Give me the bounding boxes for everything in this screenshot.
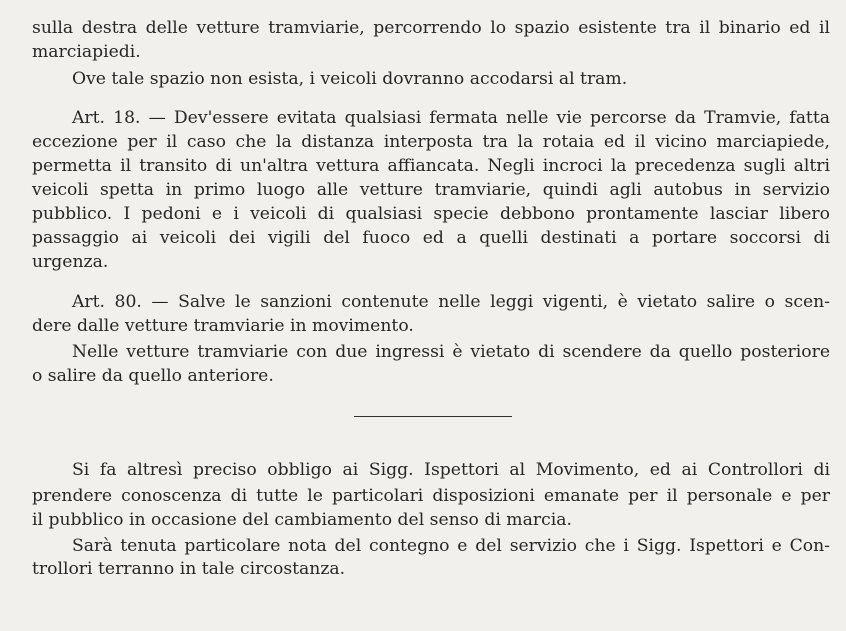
article-18-heading-line: Art. 18. — Dev'essere evitata qualsiasi fermata nelle vie percorse da Tramvie, fatta: [72, 108, 830, 128]
text-line: Ove tale spazio non esista, i veicoli dovranno accodarsi al tram.: [72, 69, 628, 89]
text-line: Si fa altresì preciso obbligo ai Sigg. Ispettori al Movimento, ed ai Controllori di: [72, 460, 830, 480]
text-line: sulla destra delle vetture tramviarie, percorrendo lo spazio esistente tra il binario ed il: [32, 18, 830, 38]
text-line: prendere conoscenza di tutte le particolari disposizioni emanate per il personale e per: [32, 486, 830, 506]
text-line: permetta il transito di un'altra vettura affiancata. Negli incroci la precedenza sugli altri: [32, 156, 830, 176]
text-line: pubblico. I pedoni e i veicoli di qualsiasi specie debbono prontamente lasciar libero: [32, 204, 830, 224]
section-divider: [354, 416, 512, 417]
text-line: trollori terranno in tale circostanza.: [32, 559, 346, 579]
text-line: dere dalle vetture tramviarie in movimento.: [32, 316, 414, 336]
text-line: veicoli spetta in primo luogo alle vetture tramviarie, quindi agli autobus in servizio: [32, 180, 830, 200]
text-line: urgenza.: [32, 252, 109, 272]
article-80-heading-line: Art. 80. — Salve le sanzioni contenute nelle leggi vigenti, è vietato salire o scen-: [72, 292, 830, 312]
text-line: il pubblico in occasione del cambiamento del senso di marcia.: [32, 510, 572, 530]
text-line: Sarà tenuta particolare nota del contegno e del servizio che i Sigg. Ispettori e Con-: [72, 536, 830, 556]
text-line: Nelle vetture tramviarie con due ingressi è vietato di scendere da quello posteriore: [72, 342, 830, 362]
text-line: o salire da quello anteriore.: [32, 366, 274, 386]
text-line: marciapiedi.: [32, 42, 141, 62]
text-line: passaggio ai veicoli dei vigili del fuoco ed a quelli destinati a portare soccorsi di: [32, 228, 830, 248]
text-line: eccezione per il caso che la distanza interposta tra la rotaia ed il vicino marciapiede,: [32, 132, 830, 152]
